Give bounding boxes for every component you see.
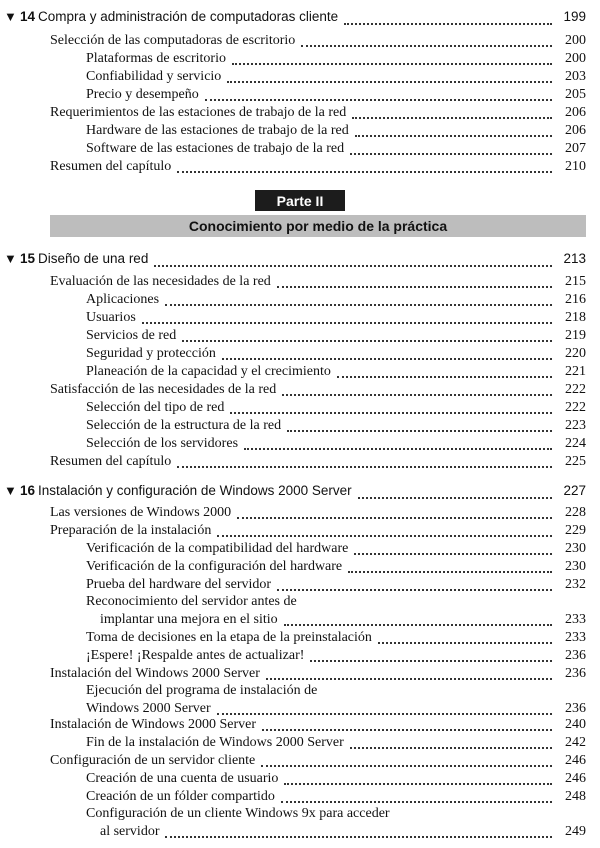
page-number: 200: [565, 51, 586, 66]
entry-title: Selección de las computadoras de escritorio: [50, 33, 296, 48]
toc-entry[interactable]: [86, 648, 586, 666]
part-label: Parte II: [255, 190, 345, 211]
dot-leader: [348, 570, 552, 573]
toc-entry[interactable]: [50, 105, 586, 123]
toc-entry-first-line[interactable]: Reconocimiento del servidor antes de: [86, 594, 297, 609]
triangle-down-icon: ▼: [4, 251, 17, 266]
part-title-bar: [50, 215, 586, 237]
toc-entry-first-line[interactable]: Configuración de un cliente Windows 9x para acceder: [86, 806, 390, 821]
entry-title: ¡Espere! ¡Respalde antes de actualizar!: [86, 648, 305, 663]
chapter-number: 14: [20, 9, 36, 24]
page-number: 205: [565, 87, 586, 102]
toc-entry[interactable]: [86, 630, 586, 648]
chapter-title: Diseño de una red: [38, 251, 149, 266]
toc-entry-first-line[interactable]: Ejecución del programa de instalación de: [86, 683, 318, 698]
entry-title: Precio y desempeño: [86, 87, 199, 102]
entry-title: Evaluación de las necesidades de la red: [50, 274, 271, 289]
entry-title: Satisfacción de las necesidades de la red: [50, 382, 277, 397]
page-number: 215: [565, 274, 586, 289]
page-number: 223: [565, 418, 586, 433]
toc-entry[interactable]: [86, 69, 586, 87]
toc-entry[interactable]: [86, 559, 586, 577]
page-number: 233: [565, 630, 586, 645]
entry-title: Configuración de un servidor cliente: [50, 753, 256, 768]
entry-title: Windows 2000 Server: [86, 701, 211, 716]
entry-title: al servidor: [100, 824, 160, 839]
page-number: 210: [565, 159, 586, 174]
page-number: 246: [565, 771, 586, 786]
page-number: 213: [563, 251, 586, 266]
dot-leader: [282, 393, 552, 396]
entry-title: Confiabilidad y servicio: [86, 69, 222, 84]
page-number: 216: [565, 292, 586, 307]
toc-entry[interactable]: [100, 824, 586, 842]
chapter-14-heading[interactable]: [4, 9, 586, 29]
page-number: 222: [565, 382, 586, 397]
entry-title: Verificación de la compatibilidad del hardware: [86, 541, 349, 556]
dot-leader: [310, 659, 552, 662]
dot-leader: [182, 339, 552, 342]
toc-entry[interactable]: [50, 717, 586, 735]
dot-leader: [222, 357, 552, 360]
dot-leader: [154, 264, 552, 267]
page-number: 220: [565, 346, 586, 361]
page-number: 219: [565, 328, 586, 343]
page-number: 218: [565, 310, 586, 325]
toc-entry[interactable]: [50, 505, 586, 523]
dot-leader: [301, 44, 552, 47]
page-number: 206: [565, 105, 586, 120]
toc-entry[interactable]: [86, 436, 586, 454]
dot-leader: [284, 623, 552, 626]
page-number: 200: [565, 33, 586, 48]
page-number: 232: [565, 577, 586, 592]
toc-entry[interactable]: [86, 292, 586, 310]
toc-entry[interactable]: [50, 33, 586, 51]
entry-title: Instalación del Windows 2000 Server: [50, 666, 260, 681]
dot-leader: [227, 80, 552, 83]
toc-entry[interactable]: [86, 310, 586, 328]
toc-entry[interactable]: [50, 382, 586, 400]
toc-entry[interactable]: [50, 159, 586, 177]
page-number: 236: [565, 666, 586, 681]
toc-entry[interactable]: [50, 274, 586, 292]
toc-entry[interactable]: [86, 577, 586, 595]
dot-leader: [337, 375, 552, 378]
chapter-title: Instalación y configuración de Windows 2000 Server: [38, 483, 352, 498]
part-title: Conocimiento por medio de la práctica: [188, 218, 448, 234]
dot-leader: [352, 116, 552, 119]
entry-title: Verificación de la configuración del hardware: [86, 559, 343, 574]
page-number: 222: [565, 400, 586, 415]
page-number: 224: [565, 436, 586, 451]
page-number: 240: [565, 717, 586, 732]
dot-leader: [281, 800, 552, 803]
entry-title: Planeación de la capacidad y el crecimiento: [86, 364, 331, 379]
dot-leader: [287, 429, 552, 432]
toc-entry[interactable]: [86, 364, 586, 382]
dot-leader: [262, 728, 552, 731]
entry-title: Software de las estaciones de trabajo de la red: [86, 141, 345, 156]
dot-leader: [217, 712, 552, 715]
dot-leader: [244, 447, 552, 450]
toc-entry[interactable]: [86, 87, 586, 105]
toc-entry[interactable]: [50, 753, 586, 771]
toc-entry[interactable]: [50, 523, 586, 541]
dot-leader: [277, 285, 552, 288]
entry-title: Usuarios: [86, 310, 136, 325]
entry-title: Prueba del hardware del servidor: [86, 577, 272, 592]
entry-title: Plataformas de escritorio: [86, 51, 226, 66]
entry-title: Hardware de las estaciones de trabajo de la red: [86, 123, 349, 138]
dot-leader: [142, 321, 552, 324]
entry-title: Las versiones de Windows 2000: [50, 505, 232, 520]
page-number: 230: [565, 541, 586, 556]
toc-entry[interactable]: [86, 346, 586, 364]
page-number: 229: [565, 523, 586, 538]
entry-title: Selección de los servidores: [86, 436, 239, 451]
entry-title: implantar una mejora en el sitio: [100, 612, 278, 627]
entry-title: Resumen del capítulo: [50, 159, 172, 174]
entry-title: Creación de una cuenta de usuario: [86, 771, 279, 786]
dot-leader: [350, 152, 552, 155]
dot-leader: [217, 534, 552, 537]
toc-entry[interactable]: [86, 123, 586, 141]
page-number: 248: [565, 789, 586, 804]
entry-title: Selección de la estructura de la red: [86, 418, 282, 433]
dot-leader: [232, 62, 552, 65]
dot-leader: [358, 496, 552, 499]
toc-entry[interactable]: [86, 141, 586, 159]
dot-leader: [350, 746, 552, 749]
page-number: 249: [565, 824, 586, 839]
page-number: 242: [565, 735, 586, 750]
entry-title: Resumen del capítulo: [50, 454, 172, 469]
chapter-number: 16: [20, 483, 36, 498]
page-number: 236: [565, 701, 586, 716]
entry-title: Instalación de Windows 2000 Server: [50, 717, 257, 732]
entry-title: Requerimientos de las estaciones de trabajo de la red: [50, 105, 347, 120]
toc-entry[interactable]: [86, 418, 586, 436]
entry-title: Servicios de red: [86, 328, 177, 343]
dot-leader: [261, 764, 552, 767]
triangle-down-icon: ▼: [4, 9, 17, 24]
page-number: 203: [565, 69, 586, 84]
entry-title: Fin de la instalación de Windows 2000 Server: [86, 735, 344, 750]
dot-leader: [354, 552, 552, 555]
page-number: 199: [563, 9, 586, 24]
dot-leader: [177, 465, 552, 468]
page-number: 206: [565, 123, 586, 138]
page-number: 225: [565, 454, 586, 469]
toc-entry[interactable]: [86, 541, 586, 559]
entry-title: Aplicaciones: [86, 292, 160, 307]
entry-title: Seguridad y protección: [86, 346, 216, 361]
page-number: 221: [565, 364, 586, 379]
dot-leader: [344, 22, 552, 25]
page-number: 236: [565, 648, 586, 663]
page-number: 230: [565, 559, 586, 574]
toc-entry[interactable]: [86, 51, 586, 69]
toc-entry[interactable]: [86, 328, 586, 346]
page-number: 227: [563, 483, 586, 498]
entry-title: Preparación de la instalación: [50, 523, 212, 538]
chapter-16-heading[interactable]: [4, 483, 586, 503]
dot-leader: [177, 170, 552, 173]
page-number: 207: [565, 141, 586, 156]
entry-title: Creación de un fólder compartido: [86, 789, 275, 804]
dot-leader: [266, 677, 552, 680]
toc-entry[interactable]: [86, 735, 586, 753]
chapter-title: Compra y administración de computadoras cliente: [38, 9, 339, 24]
dot-leader: [355, 134, 552, 137]
toc-entry[interactable]: [50, 666, 586, 684]
entry-title: Toma de decisiones en la etapa de la preinstalación: [86, 630, 372, 645]
page-number: 233: [565, 612, 586, 627]
dot-leader: [277, 588, 552, 591]
dot-leader: [165, 835, 552, 838]
dot-leader: [284, 782, 552, 785]
entry-title: Selección del tipo de red: [86, 400, 225, 415]
triangle-down-icon: ▼: [4, 483, 17, 498]
toc-entry[interactable]: [50, 454, 586, 472]
page-number: 228: [565, 505, 586, 520]
toc-entry[interactable]: [86, 400, 586, 418]
dot-leader: [230, 411, 552, 414]
dot-leader: [205, 98, 552, 101]
chapter-15-heading[interactable]: [4, 251, 586, 271]
chapter-number: 15: [20, 251, 36, 266]
toc-entry[interactable]: [86, 771, 586, 789]
toc-entry[interactable]: [100, 612, 586, 630]
dot-leader: [378, 641, 552, 644]
page-number: 246: [565, 753, 586, 768]
dot-leader: [237, 516, 552, 519]
toc-entry[interactable]: [86, 789, 586, 807]
dot-leader: [165, 303, 552, 306]
